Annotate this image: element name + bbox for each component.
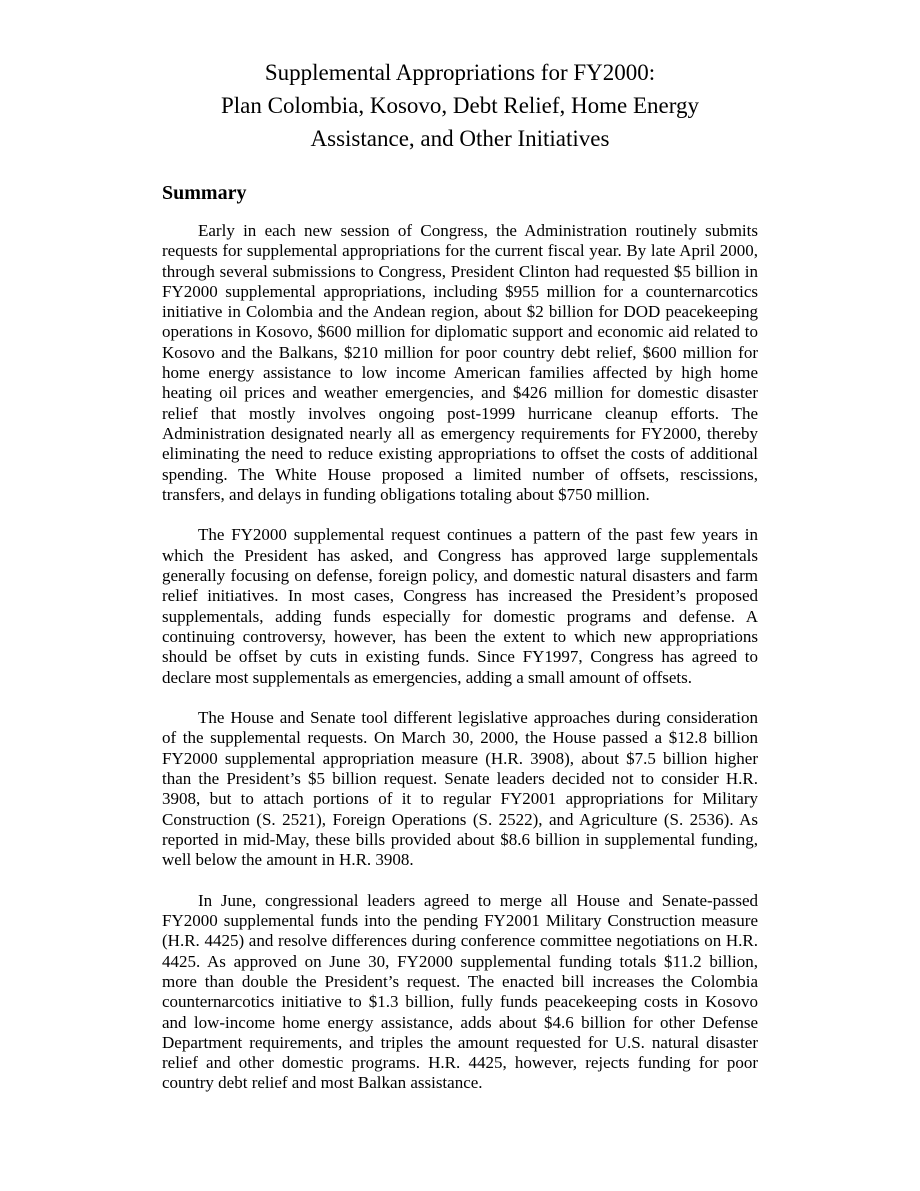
paragraph-4: In June, congressional leaders agreed to merge all House and Senate-passed FY2000 supplemental funds into the pending FY2001 Military Construction measure (H.R. 4425) and resolve differences during conference committee negotiations on H.R. 4425. As approved on June 30, FY2000 supplemental funding totals $11.2 billion, more than double the President’s request. The enacted bill increases the Colombia counternarcotics initiative to $1.3 billion, fully funds peacekeeping costs in Kosovo and low-income home energy assistance, adds about $4.6 billion for other Defense Department requirements, and triples the amount requested for U.S. natural disaster relief and other domestic programs. H.R. 4425, however, rejects funding for poor country debt relief and most Balkan assistance.: [162, 890, 758, 1093]
paragraph-1: Early in each new session of Congress, the Administration routinely submits requests for supplemental appropriations for the current fiscal year. By late April 2000, through several submissions to Congress, President Clinton had requested $5 billion in FY2000 supplemental appropriations, including $955 million for a counternarcotics initiative in Colombia and the Andean region, about $2 billion for DOD peacekeeping operations in Kosovo, $600 million for diplomatic support and economic aid related to Kosovo and the Balkans, $210 million for poor country debt relief, $600 million for home energy assistance to low income American families affected by high home heating oil prices and weather emergencies, and $426 million for domestic disaster relief that mostly involves ongoing post-1999 hurricane cleanup efforts. The Administration designated nearly all as emergency requirements for FY2000, thereby eliminating the need to reduce existing appropriations to offset the costs of additional spending. The White House proposed a limited number of offsets, rescissions, transfers, and delays in funding obligations totaling about $750 million.: [162, 221, 758, 504]
document-title: [150, 56, 770, 155]
paragraph-2: The FY2000 supplemental request continues a pattern of the past few years in which the President has asked, and Congress has approved large supplementals generally focusing on defense, foreign policy, and domestic natural disasters and farm relief initiatives. In most cases, Congress has increased the President’s proposed supplementals, adding funds especially for domestic programs and defense. A continuing controversy, however, has been the extent to which new appropriations should be offset by cuts in existing funds. Since FY1997, Congress has agreed to declare most supplementals as emergencies, adding a small amount of offsets.: [162, 525, 758, 687]
title-line-2: Plan Colombia, Kosovo, Debt Relief, Home Energy: [220, 93, 700, 118]
title-line-1: Supplemental Appropriations for FY2000:: [264, 60, 656, 85]
paragraph-3: The House and Senate tool different legislative approaches during consideration of the supplemental requests. On March 30, 2000, the House passed a $12.8 billion FY2000 supplemental appropriation measure (H.R. 3908), about $7.5 billion higher than the President’s $5 billion request. Senate leaders decided not to consider H.R. 3908, but to attach portions of it to regular FY2001 appropriations for Military Construction (S. 2521), Foreign Operations (S. 2522), and Agriculture (S. 2536). As reported in mid-May, these bills provided about $8.6 billion in supplemental funding, well below the amount in H.R. 3908.: [162, 708, 758, 870]
summary-body: [162, 221, 758, 1114]
title-line-3: Assistance, and Other Initiatives: [310, 126, 610, 151]
section-heading-summary: Summary: [162, 182, 247, 204]
